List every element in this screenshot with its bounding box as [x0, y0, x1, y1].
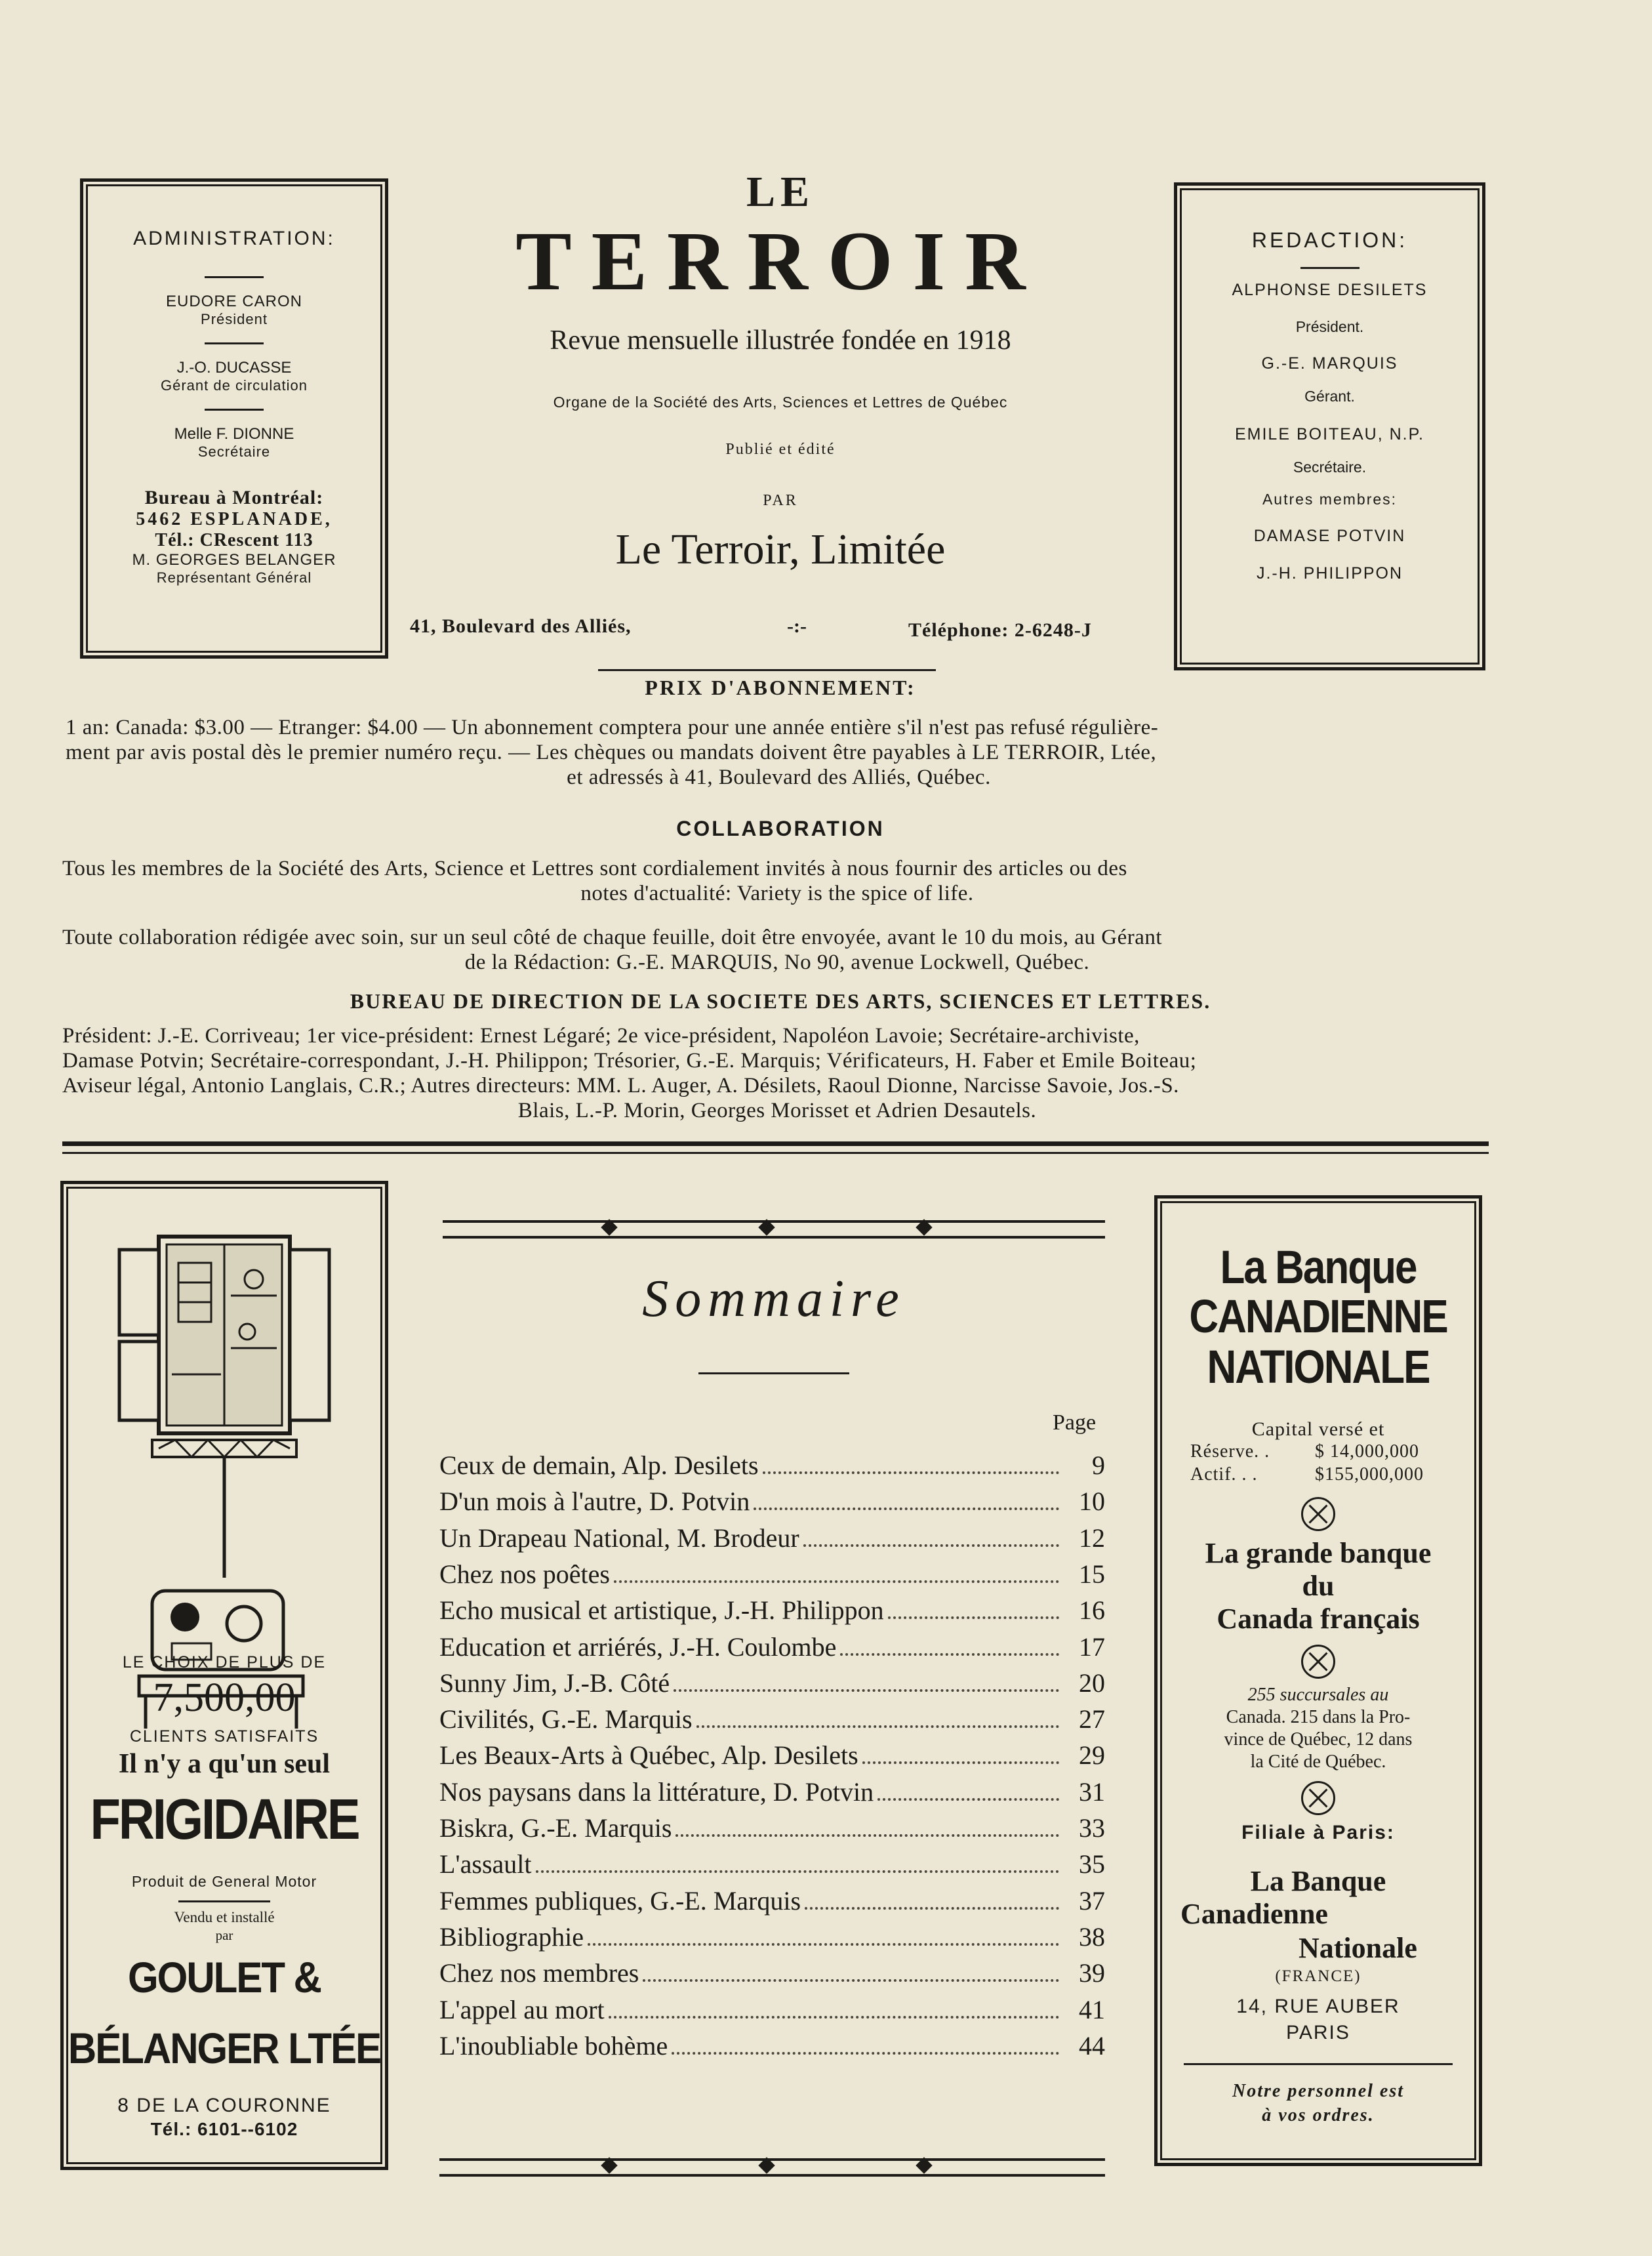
admin-role: Gérant de circulation: [161, 377, 308, 394]
divider: [205, 276, 264, 278]
text-line: Tous les membres de la Société des Arts, Science et Lettres sont cordialement invités à nous fournir des articles ou des: [62, 857, 1127, 880]
frigidaire-number: 7,500,00: [153, 1675, 296, 1720]
redaction-role: Président.: [1295, 318, 1364, 335]
toc-dot-leader: [588, 1943, 1059, 1946]
toc-title: L'appel au mort: [439, 1994, 605, 2024]
masthead-subtitle: Revue mensuelle illustrée fondée en 1918: [550, 325, 1011, 356]
frigidaire-ad: [60, 1181, 388, 2170]
toc-page-number: 31: [1079, 1776, 1105, 1807]
frigidaire-dealer-2: BÉLANGER LTÉE: [68, 2024, 381, 2073]
toc-dot-leader: [643, 1979, 1059, 1982]
banque-paris-3: Nationale: [1299, 1932, 1417, 1964]
banque-address-1: 14, RUE AUBER: [1236, 1996, 1400, 2017]
administration-heading: ADMINISTRATION:: [133, 228, 335, 249]
frigidaire-clients: CLIENTS SATISFAITS: [129, 1727, 319, 1746]
text-line: Aviseur légal, Antonio Langlais, C.R.; Autres directeurs: MM. L. Auger, A. Désilets, Raoul Dionne, Narcisse Savoie, Jos.-S.: [62, 1074, 1179, 1097]
banque-canadienne-ad: [1154, 1195, 1482, 2166]
bureau-phone: Tél.: CRescent 113: [155, 530, 313, 550]
toc-title: Chez nos membres: [439, 1958, 639, 1988]
divider: [698, 1372, 849, 1374]
toc-title: Echo musical et artistique, J.-H. Philippon: [439, 1595, 884, 1626]
banque-reserve-label: Réserve. .: [1190, 1441, 1270, 1462]
frigidaire-choix: LE CHOIX DE PLUS DE: [122, 1653, 327, 1671]
bureau-direction-text: [62, 1023, 1492, 1123]
toc-page-number: 16: [1079, 1595, 1105, 1626]
banque-grande-2: du: [1302, 1570, 1335, 1602]
toc-dot-leader: [877, 1798, 1059, 1801]
sommaire-page-header: Page: [1053, 1410, 1097, 1435]
redaction-box: [1174, 182, 1485, 670]
toc-title: Education et arriérés, J.-H. Coulombe: [439, 1631, 837, 1662]
toc-dot-leader: [803, 1544, 1059, 1547]
toc-page-number: 29: [1079, 1740, 1105, 1771]
redaction-role: Secrétaire.: [1293, 459, 1367, 476]
bureau-address: 5462 ESPLANADE,: [136, 509, 332, 529]
text-line: 1 an: Canada: $3.00 — Etranger: $4.00 — Un abonnement comptera pour une année entière s'il n'est pas refusé régulière-: [66, 716, 1159, 739]
redaction-name: J.-H. PHILIPPON: [1256, 564, 1403, 583]
redaction-heading: REDACTION:: [1251, 228, 1408, 252]
banque-paris-2: Canadienne: [1180, 1898, 1328, 1930]
text-line: et adressés à 41, Boulevard des Alliés, Québec.: [567, 766, 991, 789]
banque-france: (FRANCE): [1275, 1967, 1361, 1985]
toc-row: [439, 1813, 1105, 1849]
frigidaire-par: par: [215, 1927, 233, 1943]
toc-dot-leader: [754, 1507, 1059, 1510]
toc-page-number: 41: [1079, 1994, 1105, 2024]
banque-line-3: NATIONALE: [1207, 1341, 1430, 1394]
toc-dot-leader: [696, 1725, 1059, 1728]
masthead-publisher: Le Terroir, Limitée: [615, 525, 946, 573]
toc-dot-leader: [888, 1616, 1059, 1619]
toc-dot-leader: [536, 1870, 1059, 1873]
text-line: Blais, L.-P. Morin, Georges Morisset et Adrien Desautels.: [517, 1099, 1037, 1122]
toc-dot-leader: [674, 1689, 1059, 1692]
toc-title: Femmes publiques, G.-E. Marquis: [439, 1885, 801, 1916]
toc-dot-leader: [614, 1580, 1059, 1583]
toc-dot-leader: [862, 1761, 1059, 1764]
text-line: de la Rédaction: G.-E. MARQUIS, No 90, avenue Lockwell, Québec.: [464, 951, 1090, 974]
toc-dot-leader: [672, 2052, 1059, 2055]
banque-line-1: La Banque: [1220, 1241, 1417, 1294]
toc-row: [439, 1704, 1105, 1740]
toc-dot-leader: [763, 1471, 1059, 1474]
frigidaire-produit: Produit de General Motor: [131, 1873, 317, 1890]
toc-row: [439, 2030, 1105, 2067]
text-line: ment par avis postal dès le premier numéro reçu. — Les chèques ou mandats doivent être payables à LE TERROIR, Ltée,: [66, 741, 1157, 764]
banque-capital: Capital versé et: [1251, 1418, 1385, 1440]
toc-page-number: 10: [1079, 1487, 1105, 1517]
toc-row: [439, 1631, 1105, 1668]
masthead-par: PAR: [763, 492, 798, 509]
toc-title: Ceux de demain, Alp. Desilets: [439, 1450, 759, 1480]
collaboration-heading: COLLABORATION: [676, 817, 885, 840]
redaction-others: Autres membres:: [1262, 491, 1398, 508]
text-line: notes d'actualité: Variety is the spice of life.: [580, 882, 974, 905]
admin-role: Secrétaire: [197, 443, 271, 460]
toc-page-number: 35: [1079, 1849, 1105, 1879]
administration-box: [80, 178, 388, 659]
collaboration-text-1: [62, 856, 1492, 906]
toc-row: [439, 1595, 1105, 1631]
star-icon: [1301, 1497, 1335, 1531]
bottom-ornament: [439, 2158, 1105, 2177]
toc-row: [439, 1450, 1105, 1487]
frigidaire-vendu: Vendu et installé: [174, 1909, 275, 1925]
toc-page-number: 17: [1079, 1631, 1105, 1662]
banque-address-2: PARIS: [1286, 2022, 1350, 2043]
star-icon: [1301, 1645, 1335, 1679]
frigidaire-dealer-1: GOULET &: [128, 1953, 321, 2002]
toc-dot-leader: [840, 1653, 1059, 1656]
toc-row: [439, 1958, 1105, 1994]
banque-personnel-1: Notre personnel est: [1232, 2081, 1404, 2101]
banque-filiale: Filiale à Paris:: [1241, 1822, 1395, 1843]
toc-row: [439, 1486, 1105, 1523]
divider: [205, 342, 264, 344]
top-ornament: [443, 1220, 1105, 1239]
frigidaire-brand: FRIGIDAIRE: [90, 1787, 359, 1852]
toc-title: Bibliographie: [439, 1921, 584, 1952]
text-line: 255 succursales au: [1247, 1685, 1389, 1705]
toc-row: [439, 1994, 1105, 2031]
banque-personnel-2: à vos ordres.: [1262, 2105, 1375, 2125]
redaction-name: EMILE BOITEAU, N.P.: [1234, 425, 1424, 443]
masthead-separator: -:-: [787, 615, 807, 637]
admin-name: Melle F. DIONNE: [174, 425, 294, 443]
representative-role: Représentant Général: [156, 569, 312, 586]
toc-dot-leader: [805, 1907, 1059, 1910]
redaction-name: ALPHONSE DESILETS: [1232, 281, 1428, 299]
toc-page-number: 12: [1079, 1523, 1105, 1553]
bureau-direction-heading: BUREAU DE DIRECTION DE LA SOCIETE DES ARTS, SCIENCES ET LETTRES.: [350, 989, 1211, 1013]
admin-role: Président: [201, 311, 268, 327]
text-line: Damase Potvin; Secrétaire-correspondant, J.-H. Philippon; Trésorier, G.-E. Marquis; Vérificateurs, H. Faber et Emile Boiteau;: [62, 1049, 1197, 1073]
representative-name: M. GEORGES BELANGER: [132, 551, 336, 569]
banque-reserve-value: $ 14,000,000: [1315, 1441, 1419, 1462]
toc-title: Un Drapeau National, M. Brodeur: [439, 1523, 799, 1553]
redaction-name: DAMASE POTVIN: [1253, 527, 1406, 545]
banque-paris-1: La Banque: [1250, 1865, 1386, 1897]
sommaire-title: Sommaire: [642, 1270, 906, 1328]
masthead-phone: Téléphone: 2-6248-J: [908, 619, 1092, 641]
banque-grande-1: La grande banque: [1205, 1537, 1432, 1569]
collaboration-text-2: [62, 925, 1492, 975]
toc-row: [439, 1559, 1105, 1595]
admin-name: EUDORE CARON: [165, 293, 303, 310]
toc-page-number: 20: [1079, 1668, 1105, 1698]
banque-actif-label: Actif. . .: [1190, 1464, 1258, 1485]
toc-page-number: 27: [1079, 1704, 1105, 1734]
bureau-montreal: Bureau à Montréal:: [144, 487, 324, 508]
text-line: la Cité de Québec.: [1250, 1752, 1386, 1772]
toc-row: [439, 1885, 1105, 1922]
redaction-role: Gérant.: [1304, 388, 1355, 405]
star-icon: [1301, 1781, 1335, 1815]
toc-page-number: 9: [1092, 1450, 1105, 1480]
toc-row: [439, 1668, 1105, 1704]
banque-actif-value: $155,000,000: [1315, 1464, 1424, 1485]
divider: [178, 1900, 270, 1902]
toc-page-number: 37: [1079, 1885, 1105, 1916]
toc-row: [439, 1740, 1105, 1776]
masthead-le: LE: [746, 168, 815, 216]
section-divider: [62, 1152, 1489, 1154]
toc-page-number: 33: [1079, 1813, 1105, 1843]
toc-page-number: 39: [1079, 1958, 1105, 1988]
toc-row: [439, 1523, 1105, 1559]
admin-name: J.-O. DUCASSE: [176, 359, 292, 377]
frigidaire-tel: Tél.: 6101--6102: [150, 2119, 298, 2139]
toc-title: Sunny Jim, J.-B. Côté: [439, 1668, 670, 1698]
toc-row: [439, 1849, 1105, 1885]
toc-title: Civilités, G.-E. Marquis: [439, 1704, 693, 1734]
toc-dot-leader: [675, 1834, 1059, 1837]
masthead-published: Publié et édité: [725, 441, 836, 458]
toc-page-number: 38: [1079, 1921, 1105, 1952]
toc-dot-leader: [609, 2016, 1059, 2019]
masthead-organ: Organe de la Société des Arts, Sciences et Lettres de Québec: [553, 394, 1008, 411]
masthead-address: 41, Boulevard des Alliés,: [410, 615, 632, 637]
redaction-name: G.-E. MARQUIS: [1261, 354, 1398, 373]
text-line: Canada. 215 dans la Pro-: [1226, 1707, 1411, 1727]
toc-title: Les Beaux-Arts à Québec, Alp. Desilets: [439, 1740, 858, 1771]
toc-page-number: 15: [1079, 1559, 1105, 1589]
divider: [1300, 267, 1360, 269]
text-line: vince de Québec, 12 dans: [1224, 1729, 1413, 1750]
toc-page-number: 44: [1079, 2030, 1105, 2061]
masthead-title: TERROIR: [515, 215, 1045, 308]
divider: [598, 669, 936, 671]
toc-row: [439, 1776, 1105, 1813]
toc-title: L'inoubliable bohème: [439, 2030, 668, 2061]
toc-title: L'assault: [439, 1849, 532, 1879]
section-divider: [62, 1141, 1489, 1146]
text-line: Président: J.-E. Corriveau; 1er vice-président: Ernest Légaré; 2e vice-président, Napoléon Lavoie; Secrétaire-archiviste,: [62, 1024, 1140, 1048]
toc-title: Chez nos poêtes: [439, 1559, 610, 1589]
abonnement-heading: PRIX D'ABONNEMENT:: [645, 676, 916, 699]
abonnement-text: [66, 715, 1492, 790]
toc-title: D'un mois à l'autre, D. Potvin: [439, 1487, 750, 1517]
frigidaire-slogan: Il n'y a qu'un seul: [118, 1749, 331, 1779]
divider: [205, 409, 264, 411]
banque-succursales: [1158, 1684, 1479, 1773]
banque-grande-3: Canada français: [1217, 1603, 1420, 1635]
toc-title: Biskra, G.-E. Marquis: [439, 1813, 672, 1843]
text-line: Toute collaboration rédigée avec soin, sur un seul côté de chaque feuille, doit être envoyée, avant le 10 du mois, au Gérant: [62, 926, 1163, 949]
toc-row: [439, 1921, 1105, 1958]
divider: [1184, 2063, 1453, 2065]
toc-title: Nos paysans dans la littérature, D. Potvin: [439, 1776, 874, 1807]
banque-line-2: CANADIENNE: [1189, 1290, 1447, 1343]
frigidaire-address: 8 DE LA COURONNE: [117, 2095, 331, 2116]
